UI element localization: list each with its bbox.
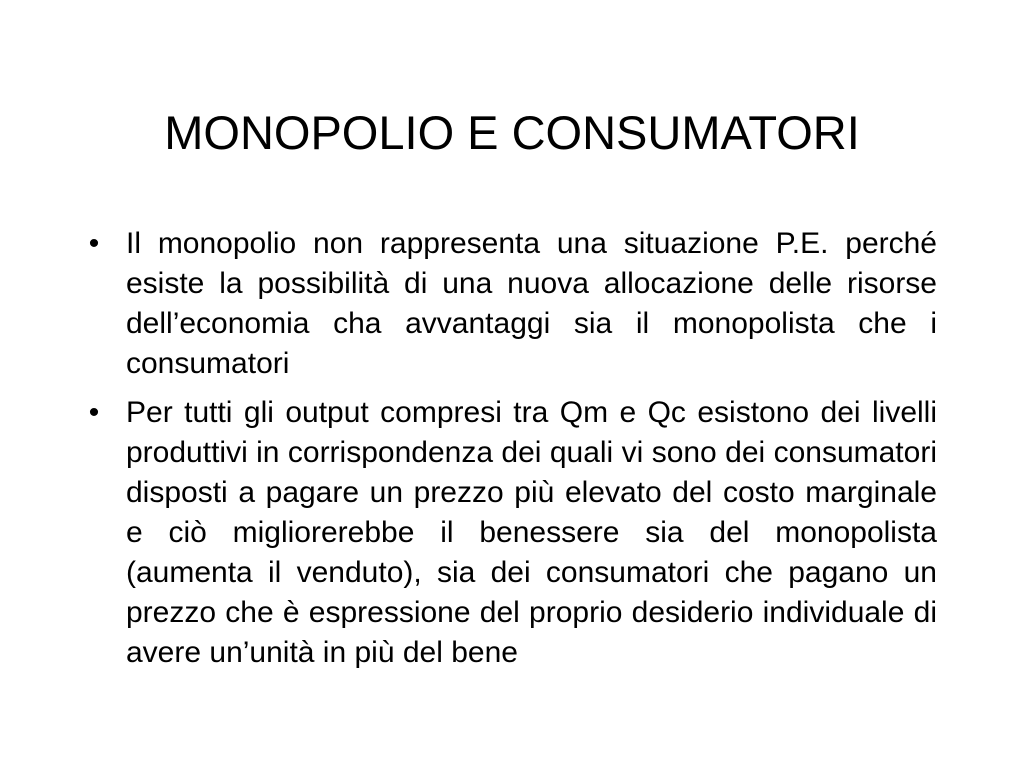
bullet-list [84, 224, 937, 682]
bullet-item [84, 224, 937, 384]
bullet-dot-icon: • [88, 396, 100, 429]
bullet-dot-icon: • [88, 227, 100, 260]
bullet-text: Per tutti gli output compresi tra Qm e Qc esistono dei livelli produttivi in corrispondenza dei quali vi sono dei consumatori disposti a pagare un prezzo più elevato del costo marginale e ciò migliorerebbe il benessere sia del monopolista (aumenta il venduto), sia dei consumatori che pagano un prezzo che è espressione del proprio desiderio individuale di avere un’unità in più del bene [126, 396, 937, 669]
bullet-item [84, 393, 937, 673]
bullet-text: Il monopolio non rappresenta una situazione P.E. perché esiste la possibilità di una nuova allocazione delle risorse dell’economia cha avvantaggi sia il monopolista che i consumatori [126, 227, 937, 380]
slide-title: MONOPOLIO E CONSUMATORI [164, 106, 860, 159]
